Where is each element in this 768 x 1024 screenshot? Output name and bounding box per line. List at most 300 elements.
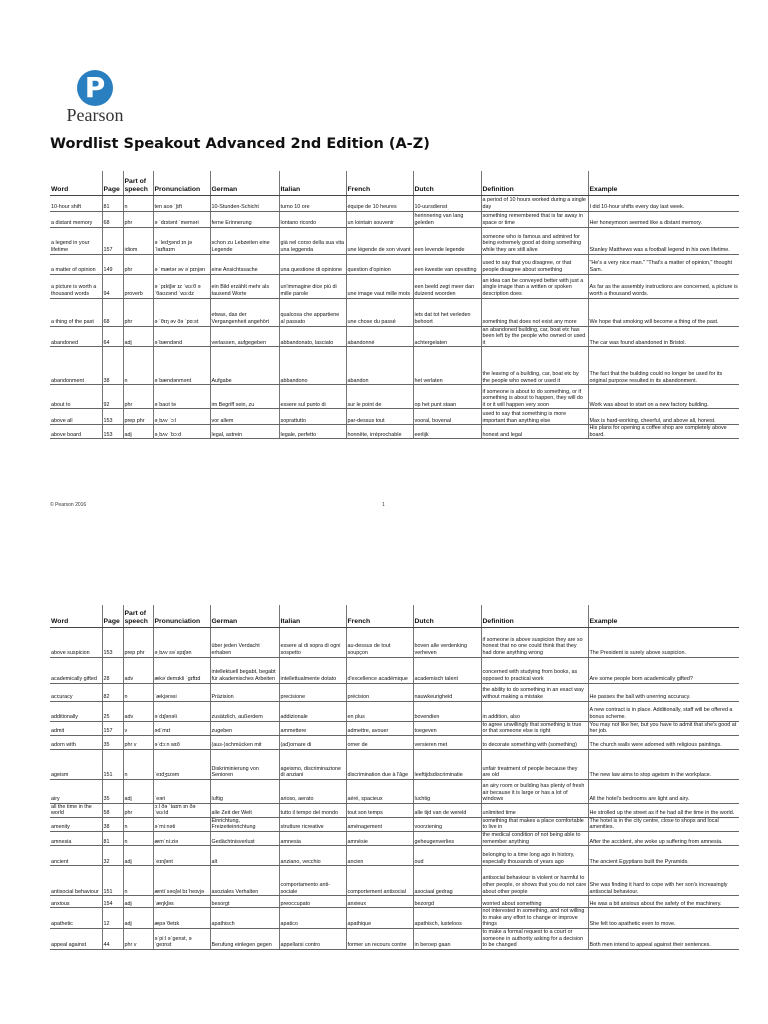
italian-cell: tutto il tempo del mondo [279,803,346,817]
pronunciation-cell: æpəˈθetɪk [153,908,210,929]
french-cell: équipe de 10 heures [346,195,413,211]
pearson-logo-wordmark: Pearson [66,105,124,125]
pronunciation-cell: ɔːl ðə ˈtaɪm ɪn ðə ˈwɜːld [153,803,210,817]
example-cell: The President is surely above suspicion. [588,627,739,657]
column-header-dutch: Dutch [413,171,481,195]
italian-cell: ageismo, discriminazione di anziani [279,749,346,779]
dutch-cell: in beroep gaan [413,929,481,950]
french-cell: au-dessus de tout soupçon [346,627,413,657]
pronunciation-cell: ə ˈpɪktʃər ɪz ˈwɜːθ ə ˈθaʊzənd ˈwɜːdz [153,274,210,298]
word-cell: appeal against [50,929,102,950]
dutch-cell: achtergelaten [413,326,481,347]
dutch-cell: apathisch, lusteloos [413,908,481,929]
german-cell: im Begriff sein, zu [210,385,279,409]
part-of-speech-cell: n [123,866,153,896]
page-cell: 149 [102,254,123,274]
dutch-cell: geheugenverlies [413,832,481,846]
definition-cell: if someone is about to do something, or if something is about to happen, they will do it or it will happen very soon [481,385,588,409]
pronunciation-cell: əˈbændənd [153,326,210,347]
table-row [50,701,739,721]
part-of-speech-cell: adj [123,908,153,929]
italian-cell: ammettere [279,721,346,735]
italian-cell: un'immagine dice più di mille parole [279,274,346,298]
page-cell: 94 [102,274,123,298]
definition-cell: to agree unwillingly that something is true or that someone else is right [481,721,588,735]
example-cell: You may not like her, but you have to admit that she's good at her job. [588,721,739,735]
german-cell: Berufung einlegen gegen [210,929,279,950]
part-of-speech-cell: phr [123,254,153,274]
part-of-speech-cell: n [123,749,153,779]
german-cell: intellektuell begabt, begabt für akademisches Arbeiten [210,657,279,683]
part-of-speech-cell: prep phr [123,627,153,657]
part-of-speech-cell: n [123,832,153,846]
definition-cell: if someone is above suspicion they are so honest that no one could think that they had done anything wrong [481,627,588,657]
italian-cell: abbandonato, lasciato [279,326,346,347]
italian-cell: soprattutto [279,409,346,425]
column-header-french: French [346,171,413,195]
italian-cell: apatico [279,908,346,929]
page-cell: 35 [102,735,123,749]
german-cell: eine Ansichtssache [210,254,279,274]
page-cell: 44 [102,929,123,950]
table-row [50,326,739,347]
part-of-speech-cell: idiom [123,227,153,254]
word-cell: admit [50,721,102,735]
pronunciation-cell: ˈeɪdʒɪzəm [153,749,210,779]
pronunciation-cell: æmˈniːziə [153,832,210,846]
dutch-cell: een beeld zegt meer dan duizend woorden [413,274,481,298]
french-cell: abandon [346,347,413,385]
definition-cell: an idea can be conveyed better with just a single image than a written or spoken description does [481,274,588,298]
table-row [50,425,739,439]
definition-cell: a period of 10 hours worked during a single day [481,195,588,211]
example-cell: She was finding it hard to cope with her son's increasingly antisocial behaviour. [588,866,739,896]
german-cell: Diskriminierung von Senioren [210,749,279,779]
pronunciation-cell: əˈdɪʃənəli [153,701,210,721]
pronunciation-cell: ə ˈledʒənd ɪn jə ˈlaɪftaɪm [153,227,210,254]
german-cell: luftig [210,779,279,803]
column-header-pronunciation: Pronunciation [153,171,210,195]
word-cell: amnesia [50,832,102,846]
example-cell: Are some people born academically gifted? [588,657,739,683]
page-number: 1 [382,502,385,508]
column-header-italian: Italian [279,605,346,627]
example-cell: "He's a very nice man." "That's a matter of opinion," thought Sam. [588,254,739,274]
table-row [50,409,739,425]
page-cell: 28 [102,657,123,683]
example-cell: The car was found abandoned in Bristol. [588,326,739,347]
part-of-speech-cell: phr [123,211,153,227]
italian-cell: preoccupato [279,896,346,908]
page-cell: 151 [102,866,123,896]
word-cell: a distant memory [50,211,102,227]
page-cell: 82 [102,683,123,701]
german-cell: schon zu Lebzeiten eine Legende [210,227,279,254]
french-cell: tout son temps [346,803,413,817]
page-cell: 32 [102,846,123,866]
dutch-cell: eerlijk [413,425,481,439]
word-cell: a matter of opinion [50,254,102,274]
table-row [50,254,739,274]
pronunciation-cell: ˈæŋkʃəs [153,896,210,908]
document-title: Wordlist Speakout Advanced 2nd Edition (A-Z) [50,136,430,152]
pronunciation-cell: ækəˈdemɪkli ˈɡɪftɪd [153,657,210,683]
page-2 [0,605,768,1024]
italian-cell: essere sul punto di [279,385,346,409]
italian-cell: legale, perfetto [279,425,346,439]
german-cell: Einrichtung, Freizeiteinrichtung [210,817,279,831]
table-row [50,896,739,908]
dutch-cell: bezorgd [413,896,481,908]
column-header-part-of-speech: Part of speech [123,171,153,195]
pronunciation-cell: ə ˈmætər əv əˈpɪnjən [153,254,210,274]
dutch-cell: versieren met [413,735,481,749]
example-cell: As far as the assembly instructions are concerned, a picture is worth a thousand words. [588,274,739,298]
column-header-word: Word [50,605,102,627]
french-cell: discrimination due à l'âge [346,749,413,779]
definition-cell: something that does not exist any more [481,298,588,326]
page-cell: 153 [102,627,123,657]
page-cell: 154 [102,896,123,908]
example-cell: The fact that the building could no longer be used for its original purpose resulted in its abandonment. [588,347,739,385]
german-cell: alt [210,846,279,866]
table-row [50,779,739,803]
dutch-cell: oud [413,846,481,866]
dutch-cell: 10-uursdienst [413,195,481,211]
word-cell: ancient [50,846,102,866]
german-cell: Aufgabe [210,347,279,385]
definition-cell: used to say that something is more important than anything else [481,409,588,425]
pronunciation-cell: ten aʊə ˈʃɪft [153,195,210,211]
part-of-speech-cell: phr v [123,929,153,950]
table-row [50,211,739,227]
italian-cell: anziano, vecchio [279,846,346,866]
page-cell: 68 [102,298,123,326]
pronunciation-cell: ˈækjərəsi [153,683,210,701]
pronunciation-cell: əˈbaʊt tə [153,385,210,409]
pearson-logo-glyph: P [84,71,106,104]
table-row [50,274,739,298]
french-cell: apathique [346,908,413,929]
dutch-cell: een kwestie van opvatting [413,254,481,274]
word-cell: ageism [50,749,102,779]
example-cell: The new law aims to stop ageism in the workplace. [588,749,739,779]
example-cell: He strolled up the street as if he had all the time in the world. [588,803,739,817]
french-cell: aménagement [346,817,413,831]
page-cell: 92 [102,385,123,409]
dutch-cell: asociaal gedrag [413,866,481,896]
word-cell: additionally [50,701,102,721]
part-of-speech-cell: phr [123,298,153,326]
column-header-part-of-speech: Part of speech [123,605,153,627]
word-cell: above board [50,425,102,439]
french-cell: une chose du passé [346,298,413,326]
example-cell: He was a bit anxious about the safety of the machinery. [588,896,739,908]
italian-cell: addizionale [279,701,346,721]
page-cell: 38 [102,347,123,385]
page-cell: 153 [102,409,123,425]
part-of-speech-cell: adv [123,701,153,721]
dutch-cell: toegeven [413,721,481,735]
french-cell: un lointain souvenir [346,211,413,227]
pronunciation-cell: ə ˈθɪŋ əv ðə ˈpɑːst [153,298,210,326]
part-of-speech-cell: adj [123,326,153,347]
german-cell: über jeden Verdacht erhaben [210,627,279,657]
page-cell: 38 [102,817,123,831]
word-cell: all the time in the world [50,803,102,817]
french-cell: question d'opinion [346,254,413,274]
word-cell: apathetic [50,908,102,929]
column-header-example: Example [588,605,739,627]
page-cell: 81 [102,195,123,211]
table-header-row [50,171,739,195]
dutch-cell: luchtig [413,779,481,803]
german-cell: (aus-)schmücken mit [210,735,279,749]
word-cell: abandoned [50,326,102,347]
definition-cell: something that makes a place comfortable to live in [481,817,588,831]
german-cell: Gedächtnisverlust [210,832,279,846]
page-cell: 153 [102,425,123,439]
definition-cell: honest and legal [481,425,588,439]
table-row [50,817,739,831]
german-cell: verlassen, aufgegeben [210,326,279,347]
word-cell: a picture is worth a thousand words [50,274,102,298]
definition-cell: the ability to do something in an exact way without making a mistake [481,683,588,701]
french-cell: d'excellence académique [346,657,413,683]
part-of-speech-cell: proverb [123,274,153,298]
italian-cell: (ad)ornare di [279,735,346,749]
pronunciation-cell: əˌbʌv ˈɔːl [153,409,210,425]
german-cell: zugeben [210,721,279,735]
word-cell: abandonment [50,347,102,385]
definition-cell: to decorate something with (something) [481,735,588,749]
table-header-row [50,605,739,627]
page-cell: 68 [102,211,123,227]
column-header-page: Page [102,605,123,627]
definition-cell: concerned with studying from books, as opposed to practical work [481,657,588,683]
example-cell: After the accident, she woke up suffering from amnesia. [588,832,739,846]
german-cell: vor allem [210,409,279,425]
french-cell: aéré, spacieux [346,779,413,803]
french-cell: par-dessus tout [346,409,413,425]
french-cell: admettre, avouer [346,721,413,735]
example-cell: His plans for opening a coffee shop are completely above board. [588,425,739,439]
part-of-speech-cell: n [123,683,153,701]
definition-cell: not interested in something, and not willing to make any effort to change or improve things [481,908,588,929]
column-header-page: Page [102,171,123,195]
dutch-cell: op het punt staan [413,385,481,409]
pearson-logo [60,70,130,124]
german-cell: ferne Erinnerung [210,211,279,227]
word-cell: amenity [50,817,102,831]
definition-cell: in addition, also [481,701,588,721]
column-header-example: Example [588,171,739,195]
pronunciation-cell: ˈeəri [153,779,210,803]
word-cell: a legend in your lifetime [50,227,102,254]
italian-cell: turno 10 ore [279,195,346,211]
table-row [50,298,739,326]
pronunciation-cell: ə ˈdɪstənt ˈmeməri [153,211,210,227]
example-cell: The hotel is in the city centre, close to shops and local amenities. [588,817,739,831]
german-cell: asoziales Verhalten [210,866,279,896]
example-cell: Work was about to start on a new factory building. [588,385,739,409]
definition-cell: an abandoned building, car, boat etc has been left by the people who owned or used it [481,326,588,347]
italian-cell: precisione [279,683,346,701]
pronunciation-cell: ˈeɪnʃənt [153,846,210,866]
french-cell: sur le point de [346,385,413,409]
german-cell: ein Bild erzählt mehr als tausend Worte [210,274,279,298]
example-cell: The ancient Egyptians built the Pyramids. [588,846,739,866]
french-cell: abandonné [346,326,413,347]
part-of-speech-cell: phr v [123,735,153,749]
german-cell: alle Zeit der Welt [210,803,279,817]
italian-cell: già nel corso della sua vita una leggenda [279,227,346,254]
example-cell: He passes the ball with unerring accuracy. [588,683,739,701]
example-cell: A new contract is in place. Additionally, staff will be offered a bonus scheme. [588,701,739,721]
column-header-pronunciation: Pronunciation [153,605,210,627]
pronunciation-cell: əˌbʌv ˈbɔːd [153,425,210,439]
french-cell: former un recours contre [346,929,413,950]
word-cell: academically gifted [50,657,102,683]
wordlist-table [50,605,739,950]
table-row [50,347,739,385]
page-cell: 157 [102,721,123,735]
table-row [50,735,739,749]
word-cell: a thing of the past [50,298,102,326]
word-cell: airy [50,779,102,803]
column-header-word: Word [50,171,102,195]
page-cell: 58 [102,803,123,817]
dutch-cell: leeftijdsdiscriminatie [413,749,481,779]
pronunciation-cell: ədˈmɪt [153,721,210,735]
page-cell: 64 [102,326,123,347]
pronunciation-cell: əˈdɔːn wɪð [153,735,210,749]
table-row [50,929,739,950]
column-header-dutch: Dutch [413,605,481,627]
definition-cell: an airy room or building has plenty of fresh air because it is large or has a lot of windows [481,779,588,803]
column-header-definition: Definition [481,605,588,627]
dutch-cell: vooral, bovenal [413,409,481,425]
example-cell: We hope that smoking will become a thing of the past. [588,298,739,326]
part-of-speech-cell: n [123,347,153,385]
table-row [50,627,739,657]
italian-cell: una questione di opinione [279,254,346,274]
dutch-cell: academisch talent [413,657,481,683]
definition-cell: to make a formal request to a court or someone in authority asking for a decision to be changed [481,929,588,950]
italian-cell: intellettualmente dotato [279,657,346,683]
example-cell: She felt too apathetic even to move. [588,908,739,929]
dutch-cell: herinnering van lang geleden [413,211,481,227]
part-of-speech-cell: prep phr [123,409,153,425]
dutch-cell: het verlaten [413,347,481,385]
column-header-german: German [210,605,279,627]
column-header-german: German [210,171,279,195]
italian-cell: amnesia [279,832,346,846]
italian-cell: comportamento anti-sociale [279,866,346,896]
definition-cell: worried about something [481,896,588,908]
dutch-cell: iets dat tot het verleden behoort [413,298,481,326]
dutch-cell: bovendien [413,701,481,721]
dutch-cell: alle tijd van de wereld [413,803,481,817]
table-row [50,683,739,701]
italian-cell: strutture ricreative [279,817,346,831]
definition-cell: something remembered that is far away in space or time [481,211,588,227]
word-cell: 10-hour shift [50,195,102,211]
french-cell: anxieux [346,896,413,908]
definition-cell: the leaving of a building, car, boat etc by the people who owned or used it [481,347,588,385]
french-cell: une légende de son vivant [346,227,413,254]
french-cell: comportement antisocial [346,866,413,896]
definition-cell: the medical condition of not being able to remember anything [481,832,588,846]
definition-cell: belonging to a time long ago in history, especially thousands of years ago [481,846,588,866]
table-row [50,195,739,211]
table-row [50,846,739,866]
definition-cell: used to say that you disagree, or that people disagree about something [481,254,588,274]
table-row [50,227,739,254]
word-cell: antisocial behaviour [50,866,102,896]
german-cell: legal, astrein [210,425,279,439]
word-cell: accuracy [50,683,102,701]
pronunciation-cell: æntiˈsəʊʃəl bɪˈheɪvjə [153,866,210,896]
german-cell: apathisch [210,908,279,929]
example-cell: Stanley Matthews was a football legend in his own lifetime. [588,227,739,254]
german-cell: besorgt [210,896,279,908]
pronunciation-cell: əˈbændənmənt [153,347,210,385]
table-row [50,803,739,817]
italian-cell: abbandono [279,347,346,385]
definition-cell: antisocial behaviour is violent or harmful to other people, or shows that you do not care about other people [481,866,588,896]
part-of-speech-cell: adj [123,779,153,803]
part-of-speech-cell: adj [123,425,153,439]
table-row [50,749,739,779]
example-cell: All the hotel's bedrooms are light and airy. [588,779,739,803]
example-cell: I did 10-hour shifts every day last week. [588,195,739,211]
pearson-logo-mark [77,70,113,106]
part-of-speech-cell: phr [123,803,153,817]
word-cell: above suspicion [50,627,102,657]
dutch-cell: een levende legende [413,227,481,254]
german-cell: 10-Stunden-Schicht [210,195,279,211]
italian-cell: arioso, aerato [279,779,346,803]
table-row [50,385,739,409]
definition-cell: unlimited time [481,803,588,817]
french-cell: orner de [346,735,413,749]
page-cell: 35 [102,779,123,803]
word-cell: about to [50,385,102,409]
french-cell: en plus [346,701,413,721]
part-of-speech-cell: v [123,721,153,735]
page-cell: 81 [102,832,123,846]
example-cell: Her honeymoon seemed like a distant memory. [588,211,739,227]
italian-cell: qualcosa che appartiene al passato [279,298,346,326]
french-cell: précision [346,683,413,701]
dutch-cell: boven alle verdenking verheven [413,627,481,657]
table-row [50,908,739,929]
german-cell: etwas, das der Vergangenheit angehört [210,298,279,326]
table-row [50,721,739,735]
example-cell: The church walls were adorned with religious paintings. [588,735,739,749]
french-cell: amnésie [346,832,413,846]
column-header-italian: Italian [279,171,346,195]
italian-cell: appellarsi contro [279,929,346,950]
definition-cell: someone who is famous and admired for being extremely good at doing something while they are still alive [481,227,588,254]
page-cell: 151 [102,749,123,779]
page-cell: 157 [102,227,123,254]
part-of-speech-cell: adv [123,657,153,683]
pronunciation-cell: əˈpiːl əˈɡenst, əˈɡeɪnst [153,929,210,950]
french-cell: ancien [346,846,413,866]
part-of-speech-cell: n [123,817,153,831]
